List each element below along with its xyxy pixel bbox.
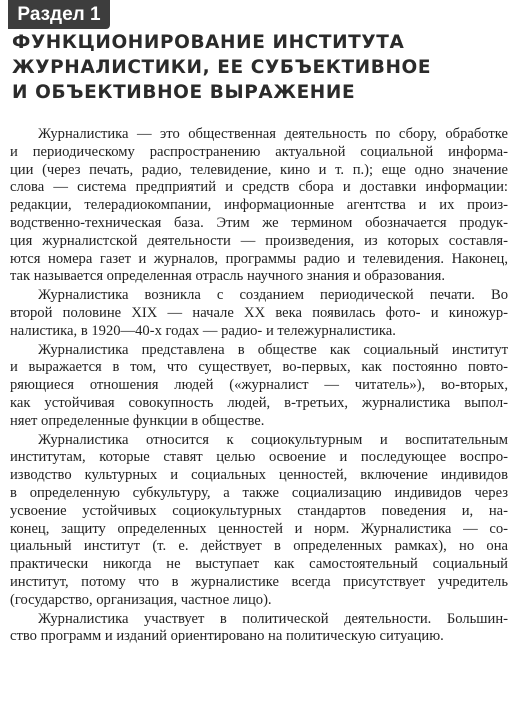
text-line: няет определенные функции в обществе. <box>10 412 265 429</box>
paragraph <box>10 342 508 431</box>
text-line: и периодическому распространению актуальной социальной информа- <box>10 143 508 160</box>
text-line: Журналистика участвует в политической деятельности. Большин- <box>38 610 508 627</box>
heading-line: И ОБЪЕКТИВНОЕ ВЫРАЖЕНИЕ <box>12 82 356 103</box>
text-line: (государство, организация, частное лицо). <box>10 591 272 608</box>
chapter-heading <box>12 30 512 105</box>
text-line: ции (через печать, радио, телевидение, кино и т. п.); еще одно значение <box>10 161 508 178</box>
paragraph <box>10 432 508 610</box>
text-line: ряющиеся отношения людей («журналист — читатель»), во-вторых, <box>10 377 508 394</box>
text-line: второй половине XIX — начале XX века появилась фото- и киножур- <box>10 304 508 321</box>
text-line: ция журналистской деятельности — произведения, из которых составля- <box>10 232 508 249</box>
body-text <box>10 126 508 647</box>
text-line: водственно-техническая база. Этим же термином обозначается продук- <box>10 214 508 231</box>
text-line: конец, защиту определенных ценностей и норм. Журналистика — со- <box>10 520 508 537</box>
heading-line: ЖУРНАЛИСТИКИ, ЕЕ СУБЪЕКТИВНОЕ <box>12 57 432 78</box>
text-line: институт, потому что в журналистике всегда присутствует учредитель <box>10 573 508 590</box>
text-line: редакции, телерадиокомпании, информационные агентства и их произ- <box>10 197 508 214</box>
heading-line: ФУНКЦИОНИРОВАНИЕ ИНСТИТУТА <box>12 32 405 53</box>
text-line: изводство культурных и социальных ценностей, включение индивидов <box>10 467 508 484</box>
section-label: Раздел 1 <box>8 0 110 29</box>
text-line: циальный институт (т. е. действует в определенных рамках), но она <box>10 538 508 555</box>
text-line: как устойчивая совокупность людей, в-третьих, журналистика выпол- <box>10 394 508 411</box>
text-line: Журналистика представлена в обществе как социальный институт <box>38 341 508 358</box>
text-line: институтам, которые ставят целью освоение и последующее воспро- <box>10 449 508 466</box>
text-line: ются номера газет и журналов, программы радио и телевидения. Наконец, <box>10 250 508 267</box>
text-line: практически никогда не выступает как самостоятельный социальный <box>10 556 508 573</box>
text-line: Журналистика — это общественная деятельность по сбору, обработке <box>38 126 508 142</box>
text-line: Журналистика возникла с созданием периодической печати. Во <box>38 287 508 304</box>
text-line: и выражается в том, что существует, во-первых, как постоянно повто- <box>10 359 508 376</box>
text-line: ство программ и изданий ориентировано на политическую ситуацию. <box>10 628 444 645</box>
text-line: налистика, в 1920—40-х годах — радио- и тележурналистика. <box>10 322 396 339</box>
paragraph <box>10 611 508 647</box>
text-line: так называется определенная отрасль научного знания и образования. <box>10 268 445 285</box>
paragraph <box>10 126 508 286</box>
text-line: слова — система предприятий и средств сбора и доставки информации: <box>10 179 508 196</box>
text-line: усвоение устойчивых социокультурных стандартов поведения и, на- <box>10 502 508 519</box>
text-line: в определенную субкультуру, а также социализацию индивидов через <box>10 484 508 501</box>
paragraph <box>10 287 508 340</box>
text-line: Журналистика относится к социокультурным и воспитательным <box>38 431 508 448</box>
